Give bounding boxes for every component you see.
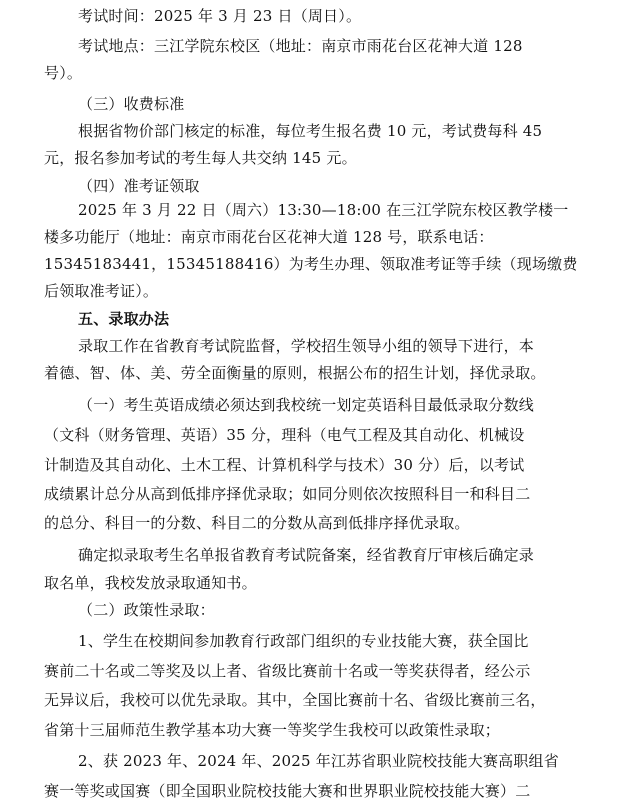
ticket-paragraph-line: 楼多功能厅（地址：南京市雨花台区花神大道 128 号，联系电话：	[44, 228, 494, 246]
policy-item-two-line: 2、获 2023 年、2024 年、2025 年江苏省职业院校技能大赛高职组省	[78, 752, 559, 770]
policy-item-two-line: 赛一等奖或国赛（即全国职业院校技能大赛和世界职业院校技能大赛）二	[44, 782, 531, 800]
policy-item-one-line: 省第十三届师范生教学基本功大赛一等奖学生我校可以政策性录取；	[44, 721, 501, 739]
confirm-list-paragraph-line: 确定拟录取考生名单报省教育考试院备案，经省教育厅审核后确定录	[78, 546, 535, 564]
ticket-paragraph-line: 15345183441，15345188416）为考生办理、领取准考证等手续（现场缴费	[44, 255, 578, 273]
english-score-paragraph-line: （文科（财务管理、英语）35 分，理科（电气工程及其自动化、机械设	[44, 426, 525, 444]
policy-admission-heading: （二）政策性录取：	[78, 601, 215, 619]
ticket-paragraph-line: 后领取准考证）。	[44, 282, 159, 300]
admission-paragraph-line: 着德、智、体、美、劳全面衡量的原则，根据公布的招生计划，择优录取。	[44, 364, 546, 382]
section-admission-ticket-heading: （四）准考证领取	[78, 177, 200, 195]
english-score-paragraph-line: （一）考生英语成绩必须达到我校统一划定英语科目最低录取分数线	[78, 396, 535, 414]
section-fee-heading: （三）收费标准	[78, 95, 185, 113]
admission-paragraph-line: 录取工作在省教育考试院监督，学校招生领导小组的领导下进行，本	[78, 337, 535, 355]
exam-time-line: 考试时间：2025 年 3 月 23 日（周日）。	[78, 7, 362, 25]
policy-item-one-line: 赛前二十名或二等奖及以上者、省级比赛前十名或一等奖获得者，经公示	[44, 662, 531, 680]
exam-location-line-cont: 号）。	[44, 64, 83, 82]
policy-item-one-line: 无异议后，我校可以优先录取。其中，全国比赛前十名、省级比赛前三名，	[44, 691, 546, 709]
policy-item-one-line: 1、学生在校期间参加教育行政部门组织的专业技能大赛，获全国比	[78, 632, 529, 650]
section-five-heading: 五、录取办法	[78, 310, 170, 328]
fee-paragraph-line: 元，报名参加考试的考生每人共交纳 145 元。	[44, 149, 357, 167]
english-score-paragraph-line: 成绩累计总分从高到低排序择优录取；如同分则依次按照科目一和科目二	[44, 485, 531, 503]
english-score-paragraph-line: 计制造及其自动化、土木工程、计算机科学与技术）30 分）后，以考试	[44, 456, 525, 474]
confirm-list-paragraph-line: 取名单，我校发放录取通知书。	[44, 574, 257, 592]
ticket-paragraph-line: 2025 年 3 月 22 日（周六）13:30—18:00 在三江学院东校区教学楼一	[78, 201, 569, 219]
fee-paragraph-line: 根据省物价部门核定的标准，每位考生报名费 10 元，考试费每科 45	[78, 122, 543, 140]
exam-location-line: 考试地点：三江学院东校区（地址：南京市雨花台区花神大道 128	[78, 37, 523, 55]
english-score-paragraph-line: 的总分、科目一的分数、科目二的分数从高到低排序择优录取。	[44, 514, 470, 532]
